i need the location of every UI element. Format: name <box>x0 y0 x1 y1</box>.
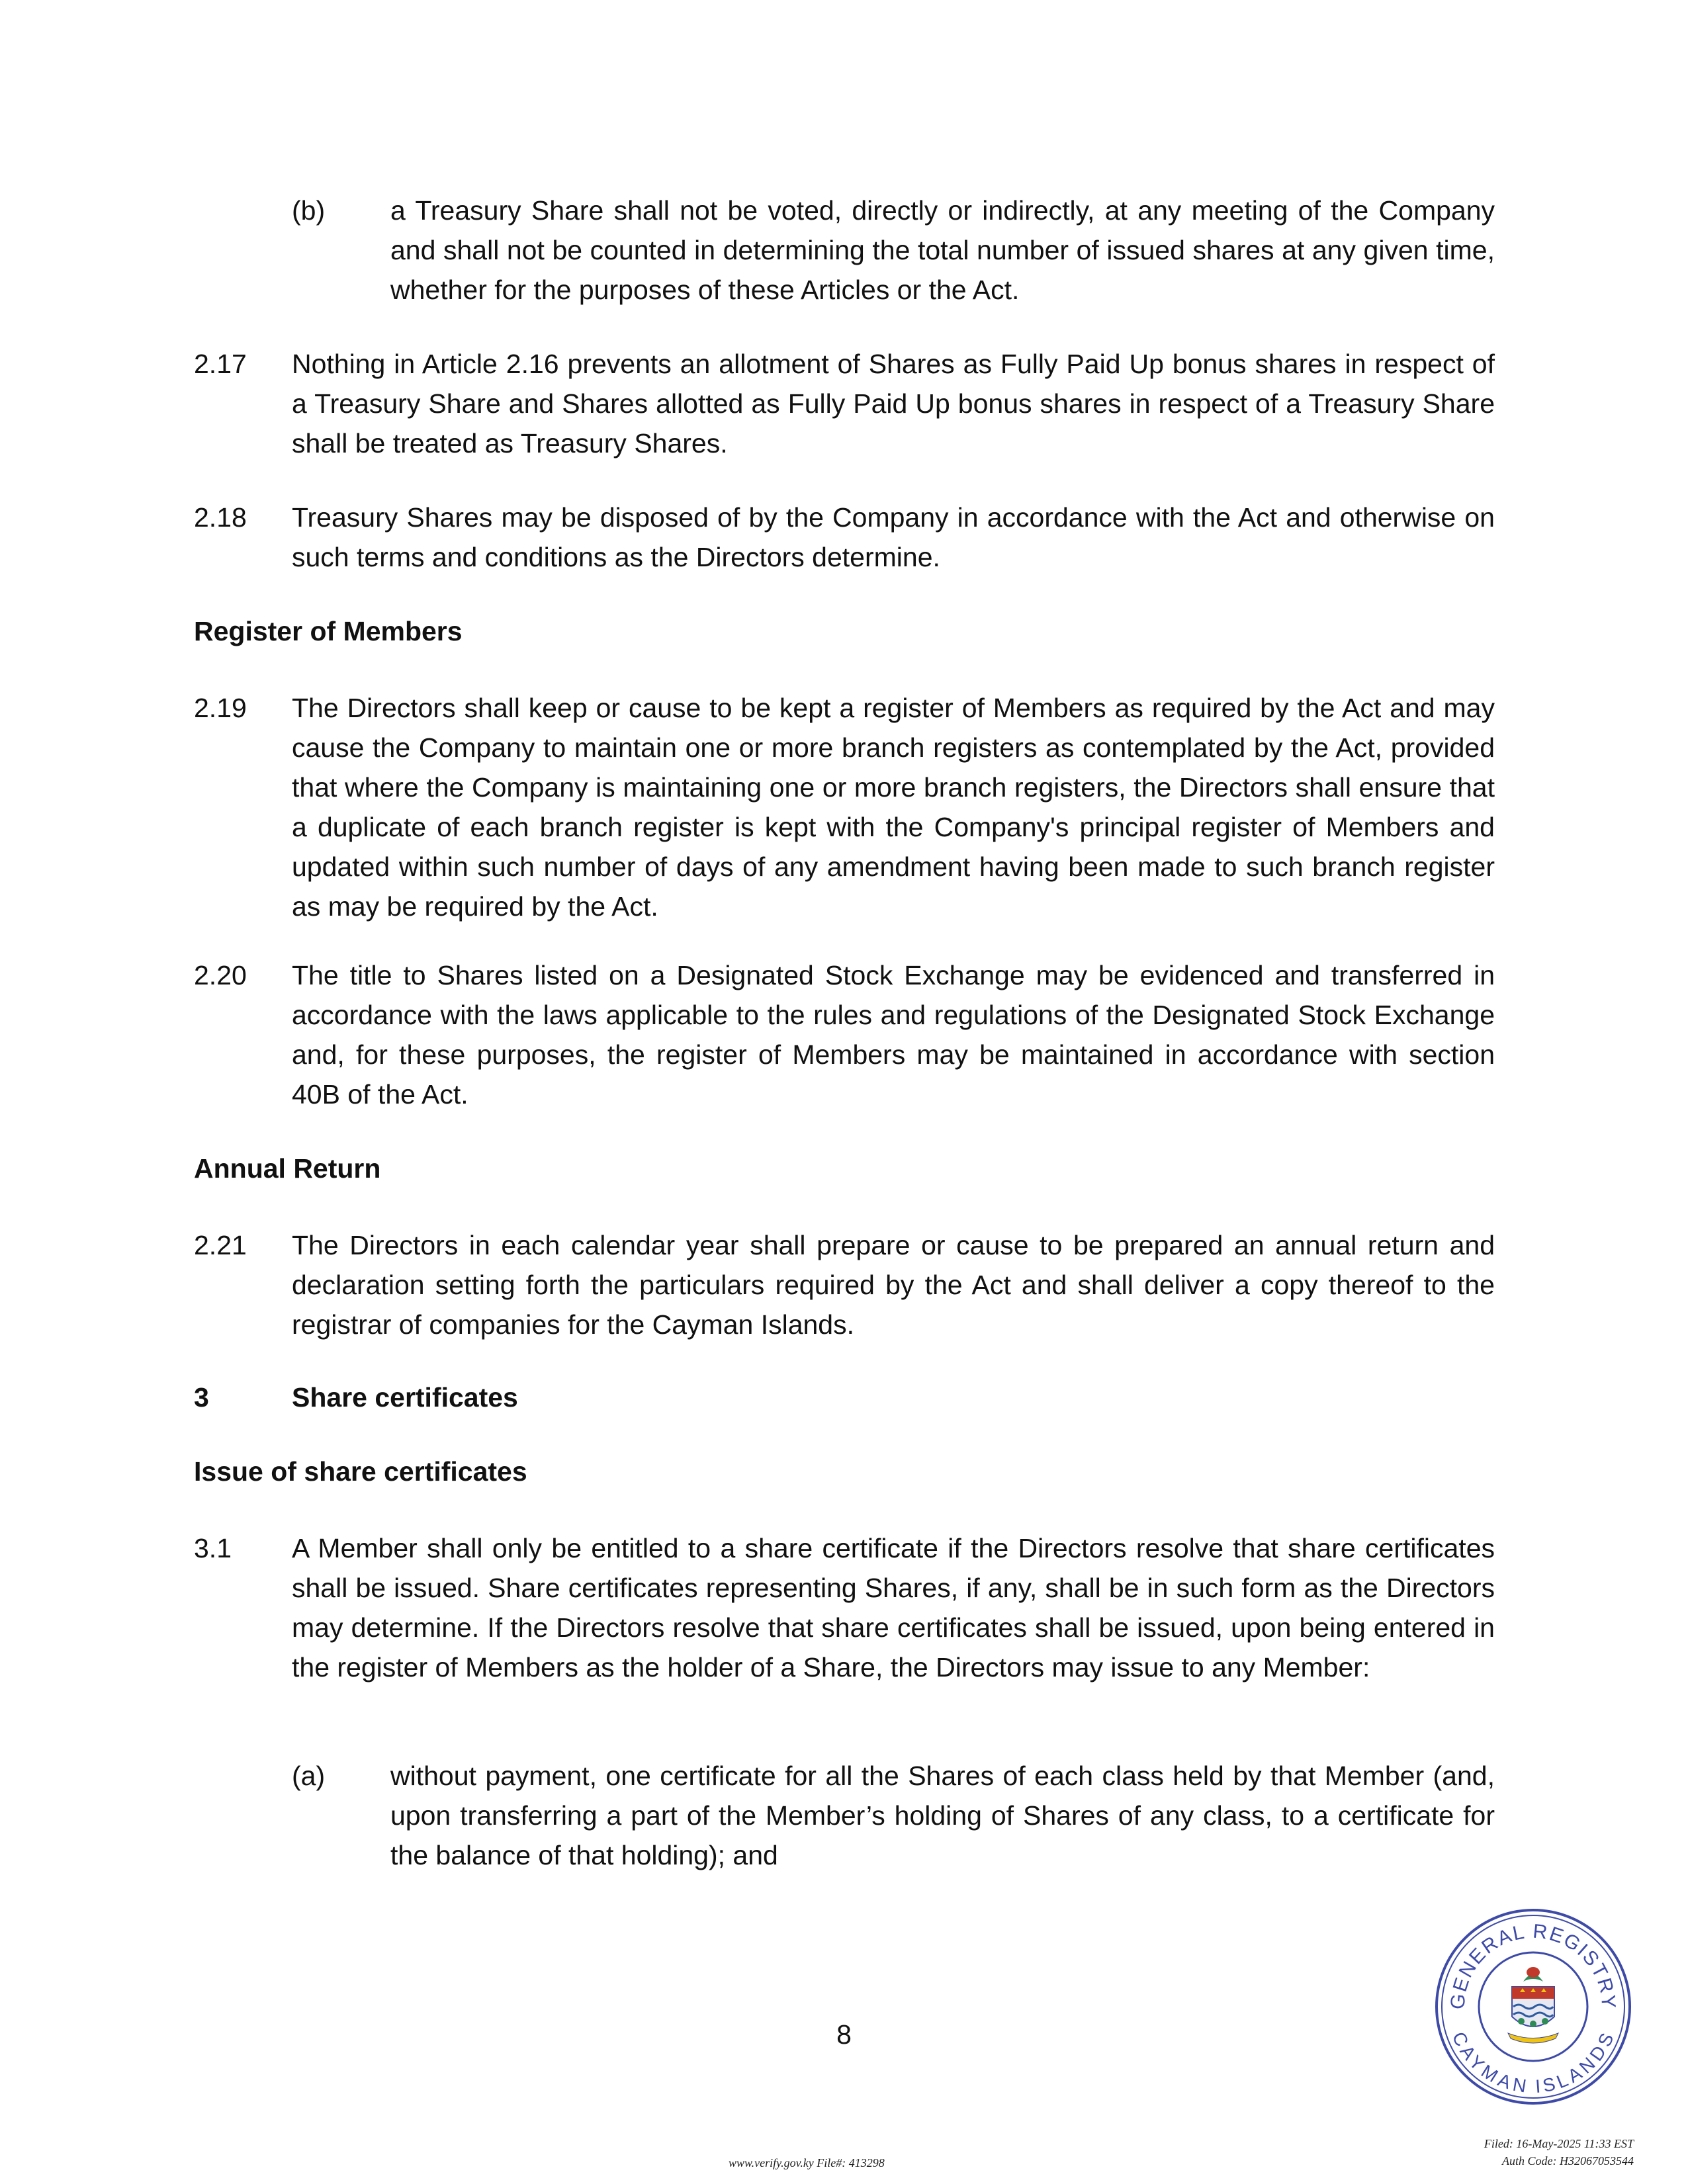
clause-number: 2.20 <box>194 960 247 990</box>
section-3-title <box>194 1377 518 1417</box>
clause-number: 2.18 <box>194 502 247 533</box>
clause-number: 2.19 <box>194 693 247 723</box>
clause-text: Nothing in Article 2.16 prevents an allotment of Shares as Fully Paid Up bonus shares in respect of a Treasury Share and Shares allotted as Fully Paid Up bonus shares in respect of a Treasury Share shall be treated as Treasury Shares. <box>292 349 1495 459</box>
heading-issue-of-share-certificates: Issue of share certificates <box>194 1456 527 1487</box>
clause-text: Treasury Shares may be disposed of by the Company in accordance with the Act and otherwise on such terms and conditions as the Directors determine. <box>292 502 1495 572</box>
footer-filed-text: Filed: 16-May-2025 11:33 EST <box>1484 2137 1634 2150</box>
footer-verify-text: www.verify.gov.ky File#: 413298 <box>729 2156 885 2169</box>
heading-annual-return: Annual Return <box>194 1153 381 1184</box>
clause-number: 3.1 <box>194 1533 232 1563</box>
footer-filing-info <box>1484 2135 1634 2169</box>
seal-top-text: GENERAL REGISTRY <box>1446 1920 1620 2011</box>
seal-bottom-text: CAYMAN ISLANDS <box>1448 2029 1619 2097</box>
clause-text: The title to Shares listed on a Designated Stock Exchange may be evidenced and transferred in accordance with the laws applicable to the rules and regulations of the Designated Stock Exchange and, for these purposes, the register of Members may be maintained in accordance with section 40B of the Act. <box>292 960 1495 1110</box>
clause-text: The Directors in each calendar year shall prepare or cause to be prepared an annual return and declaration setting forth the particulars required by the Act and shall deliver a copy thereof to the registrar of companies for the Cayman Islands. <box>292 1230 1495 1340</box>
footer-auth-code: Auth Code: H32067053544 <box>1502 2154 1634 2167</box>
clause-text: without payment, one certificate for all the Shares of each class held by that Member (and, upon transferring a part of the Member’s holding of Shares of any class, to a certificate for the balance of that holding); and <box>390 1761 1495 1870</box>
clause-number: (a) <box>292 1761 326 1791</box>
clause-number: (b) <box>292 195 326 226</box>
general-registry-seal-icon <box>1434 1907 1632 2106</box>
clause-number: 2.17 <box>194 349 247 379</box>
section-number: 3 <box>194 1382 209 1413</box>
section-label: Share certificates <box>292 1382 518 1413</box>
heading-register-of-members: Register of Members <box>194 616 463 646</box>
clause-number: 2.21 <box>194 1230 247 1260</box>
clause-text: The Directors shall keep or cause to be kept a register of Members as required by the Act and may cause the Company to maintain one or more branch registers as contemplated by the Act, provided that where the Company is maintaining one or more branch registers, the Directors shall ensure that a duplicate of each branch register is kept with the Company's principal register of Members and updated within such number of days of any amendment having been made to such branch register as may be required by the Act. <box>292 693 1495 922</box>
page-number: 8 <box>836 2019 852 2050</box>
clause-text: A Member shall only be entitled to a share certificate if the Directors resolve that share certificates shall be issued. Share certificates representing Shares, if any, shall be in such form as the Directors may determine. If the Directors resolve that share certificates shall be issued, upon being entered in the register of Members as the holder of a Share, the Directors may issue to any Member: <box>292 1533 1495 1682</box>
clause-text: a Treasury Share shall not be voted, directly or indirectly, at any meeting of the Company and shall not be counted in determining the total number of issued shares at any given time, whether for the purposes of these Articles or the Act. <box>390 195 1495 305</box>
